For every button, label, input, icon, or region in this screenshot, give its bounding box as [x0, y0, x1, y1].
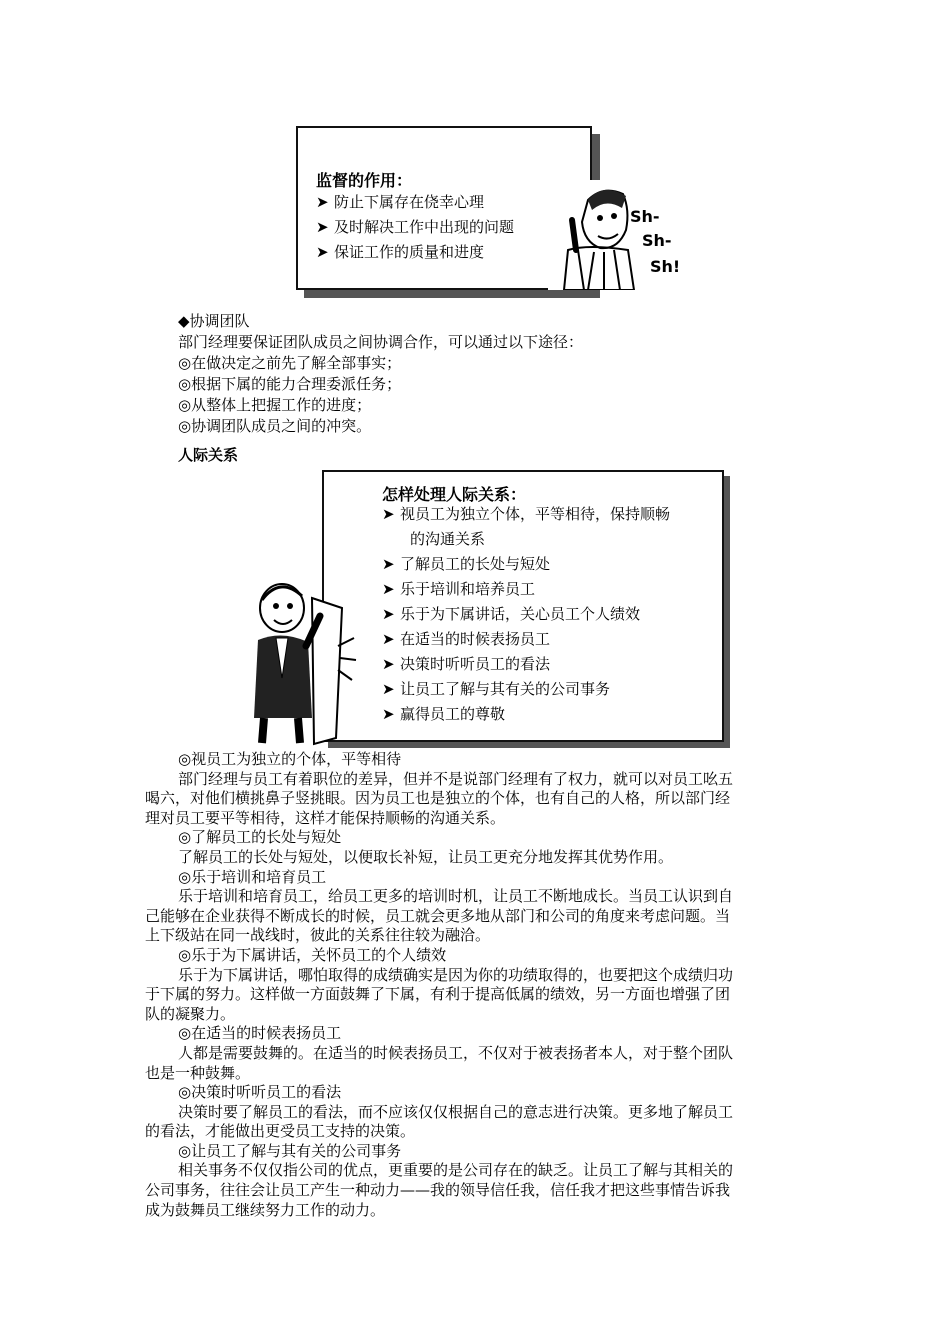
speech-text: Sh!	[650, 257, 681, 276]
arrow-bullet-icon: ➤	[382, 505, 395, 523]
callout-item-continued: 的沟通关系	[410, 530, 486, 548]
callout-item: ➤ 乐于培训和培养员工	[382, 577, 670, 602]
body-text	[145, 750, 733, 1220]
section-title-relations: 人际关系	[178, 447, 239, 464]
arrow-bullet-icon: ➤	[316, 218, 329, 236]
speech-text: Sh-	[642, 231, 672, 250]
text-line: 公司事务，往往会让员工产生一种动力——我的领导信任我，信任我才把这些事情告诉我	[145, 1181, 731, 1200]
text-line: 乐于为下属讲话，哪怕取得的成绩确实是因为你的功绩取得的，也要把这个成绩归功	[178, 965, 734, 984]
text-line: ◎在适当的时候表扬员工	[178, 1024, 342, 1043]
text-line: 人都是需要鼓舞的。在适当的时候表扬员工，不仅对于被表扬者本人，对于整个团队	[178, 1043, 734, 1062]
list-item: ◎在做决定之前先了解全部事实；	[178, 354, 402, 372]
text-line: 相关事务不仅仅指公司的优点，更重要的是公司存在的缺乏。让员工了解与其相关的	[178, 1161, 734, 1180]
text-line: 上下级站在同一战线时，彼此的关系往往较为融洽。	[145, 926, 491, 945]
arrow-bullet-icon: ➤	[382, 605, 395, 623]
text-line: ◎决策时听听员工的看法	[178, 1083, 342, 1102]
arrow-bullet-icon: ➤	[382, 630, 395, 648]
arrow-bullet-icon: ➤	[382, 705, 395, 723]
callout-item: ➤ 防止下属存在侥幸心理	[316, 190, 514, 215]
list-item: ◎协调团队成员之间的冲突。	[178, 417, 372, 435]
list-item: ◎从整体上把握工作的进度；	[178, 396, 372, 414]
callout-item: ➤ 让员工了解与其有关的公司事务	[382, 677, 670, 702]
arrow-bullet-icon: ➤	[382, 680, 395, 698]
text-line: 成为鼓舞员工继续努力工作的动力。	[145, 1200, 386, 1219]
list-item: ◎根据下属的能力合理委派任务；	[178, 375, 402, 393]
presenter-man-illustration	[250, 568, 360, 748]
callout-item: ➤ 在适当的时候表扬员工	[382, 627, 670, 652]
section-intro: 部门经理要保证团队成员之间协调合作，可以通过以下途径：	[178, 333, 584, 351]
callout-title: 监督的作用：	[316, 171, 413, 190]
text-line: ◎让员工了解与其有关的公司事务	[178, 1141, 402, 1160]
text-line: 了解员工的长处与短处，以便取长补短，让员工更充分地发挥其优势作用。	[178, 847, 674, 866]
arrow-bullet-icon: ➤	[382, 655, 395, 673]
callout-item: ➤ 视员工为独立个体，平等相待，保持顺畅	[382, 502, 670, 527]
section-title-team: ◆协调团队	[178, 312, 250, 330]
text-line: ◎视员工为独立的个体，平等相待	[178, 750, 402, 768]
text-line: 己能够在企业获得不断成长的时候，员工就会更多地从部门和公司的角度来考虑问题。当	[145, 906, 731, 925]
text-line: 决策时要了解员工的看法，而不应该仅仅根据自己的意志进行决策。更多地了解员工	[178, 1102, 734, 1121]
arrow-bullet-icon: ➤	[382, 580, 395, 598]
text-line: 喝六，对他们横挑鼻子竖挑眼。因为员工也是独立的个体，也有自己的人格，所以部门经	[145, 789, 731, 808]
team-list	[178, 353, 401, 437]
callout-item: ➤ 了解员工的长处与短处	[382, 552, 670, 577]
callout-item: ➤ 保证工作的质量和进度	[316, 240, 514, 265]
text-line: 乐于培训和培育员工，给员工更多的培训时机，让员工不断地成长。当员工认识到自	[178, 887, 734, 906]
callout-title: 怎样处理人际关系：	[382, 485, 527, 504]
arrow-bullet-icon: ➤	[316, 193, 329, 211]
arrow-bullet-icon: ➤	[316, 243, 329, 261]
callout-item: ➤ 乐于为下属讲话，关心员工个人绩效	[382, 602, 670, 627]
relations-callout	[322, 470, 724, 742]
text-line: 理对员工要平等相待，这样才能保持顺畅的沟通关系。	[145, 808, 506, 827]
callout-list	[382, 502, 670, 727]
shushing-man-illustration	[548, 180, 688, 290]
text-line: 的看法，才能做出更受员工支持的决策。	[145, 1122, 416, 1141]
text-line: ◎乐于为下属讲话，关怀员工的个人绩效	[178, 945, 447, 964]
text-line: ◎乐于培训和培育员工	[178, 867, 327, 886]
arrow-bullet-icon: ➤	[382, 555, 395, 573]
text-line: 于下属的努力。这样做一方面鼓舞了下属，有利于提高低属的绩效，另一方面也增强了团	[145, 985, 731, 1004]
text-line: 也是一种鼓舞。	[145, 1063, 251, 1082]
text-line: 部门经理与员工有着职位的差异，但并不是说部门经理有了权力，就可以对员工吆五	[178, 769, 734, 788]
callout-list	[316, 190, 514, 265]
callout-item: ➤ 及时解决工作中出现的问题	[316, 215, 514, 240]
text-line: ◎了解员工的长处与短处	[178, 828, 342, 847]
text-line: 队的凝聚力。	[145, 1004, 236, 1023]
callout-item: ➤ 决策时听听员工的看法	[382, 652, 670, 677]
callout-item: ➤ 赢得员工的尊敬	[382, 702, 670, 727]
speech-text: Sh-	[630, 207, 660, 226]
